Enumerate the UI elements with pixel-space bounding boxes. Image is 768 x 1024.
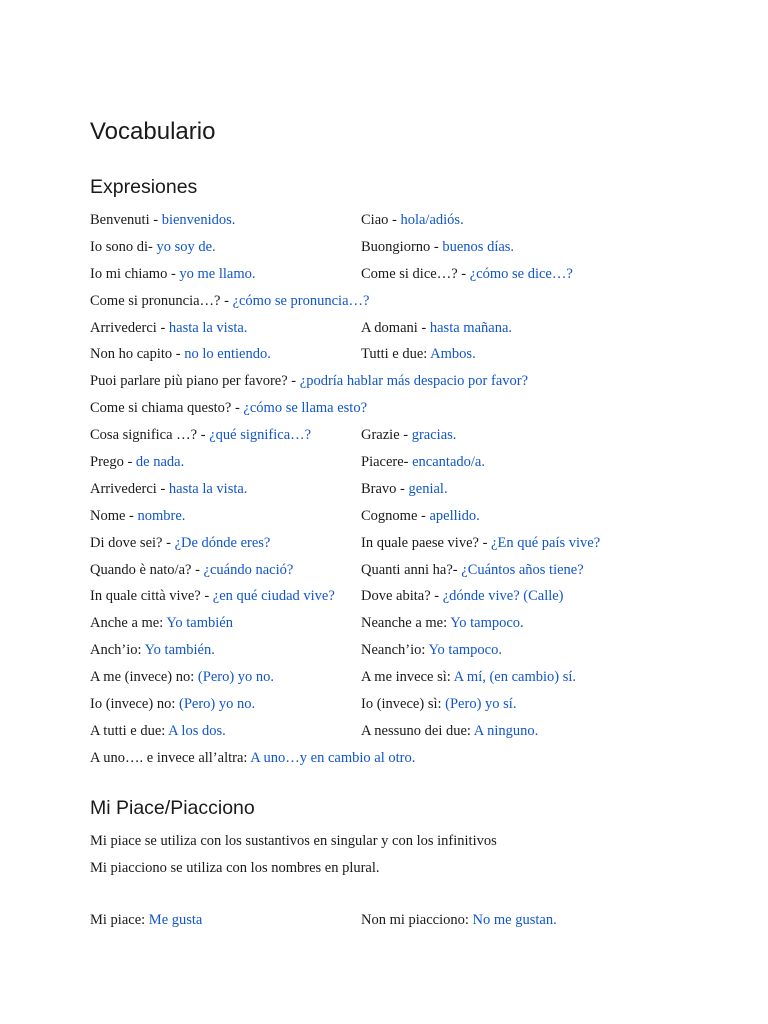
page-title: Vocabulario (90, 118, 216, 145)
vocab-entry (361, 718, 538, 745)
vocab-row (90, 476, 710, 503)
mi-piace-explanation (90, 828, 710, 882)
vocab-entry (90, 395, 367, 422)
spanish-translation: A ninguno. (473, 722, 539, 739)
vocab-row (90, 907, 710, 934)
spanish-translation: hola/adiós. (400, 212, 464, 228)
italian-term: Non mi piacciono: (361, 912, 473, 928)
vocab-row (90, 261, 710, 288)
vocab-row (90, 368, 710, 395)
spanish-translation: buenos días. (442, 238, 515, 255)
vocab-row (90, 315, 710, 342)
italian-term: Arrivederci - (90, 480, 169, 497)
paragraph: Mi piace se utiliza con los sustantivos en singular y con los infinitivos (90, 833, 497, 849)
spanish-translation: ¿qué significa…? (209, 427, 312, 444)
italian-term: Prego - (90, 454, 136, 471)
italian-term: Puoi parlare più piano per favore? - (90, 373, 300, 390)
italian-term: A domani - (361, 319, 430, 336)
vocab-entry (361, 261, 573, 288)
spanish-translation: Ambos. (430, 346, 476, 363)
vocab-entry (361, 610, 524, 637)
vocab-entry (90, 449, 184, 476)
vocab-entry (361, 637, 502, 664)
vocab-entry (90, 583, 335, 610)
vocab-entry (90, 610, 233, 637)
vocab-row (90, 422, 710, 449)
spanish-translation: yo soy de. (156, 238, 216, 255)
italian-term: Cosa significa …? - (90, 427, 210, 444)
spanish-translation: hasta la vista. (168, 319, 248, 336)
italian-term: Io (invece) sì: (361, 696, 446, 713)
spanish-translation: no lo entiendo. (184, 346, 271, 363)
spanish-translation: ¿cuándo nació? (203, 561, 294, 578)
vocab-entry (361, 234, 514, 261)
italian-term: In quale paese vive? - (361, 534, 492, 551)
spanish-translation: hasta la vista. (168, 480, 248, 497)
vocab-entry (361, 449, 485, 476)
spanish-translation: ¿Cuántos años tiene? (461, 561, 584, 578)
vocab-entry (90, 288, 369, 315)
vocab-entry (361, 315, 512, 342)
spanish-translation: ¿cómo se pronuncia…? (232, 292, 370, 309)
italian-term: Neanche a me: (361, 615, 451, 632)
italian-term: Benvenuti - (90, 212, 162, 228)
spanish-translation: A los dos. (168, 722, 226, 739)
vocab-row (90, 637, 710, 664)
vocab-entry (90, 315, 247, 342)
expressions-list (90, 207, 710, 772)
vocab-entry (90, 907, 202, 934)
vocab-entry (361, 503, 480, 530)
italian-term: Come si dice…? - (361, 265, 470, 282)
italian-term: Grazie - (361, 427, 412, 444)
italian-term: Piacere- (361, 454, 413, 471)
italian-term: Bravo - (361, 480, 409, 497)
spanish-translation: nombre. (137, 507, 186, 524)
italian-term: A me invece sì: (361, 669, 454, 686)
italian-term: Mi piace: (90, 912, 149, 928)
vocab-row (90, 341, 710, 368)
italian-term: Anche a me: (90, 615, 167, 632)
italian-term: Quando è nato/a? - (90, 561, 204, 578)
vocab-entry (361, 530, 600, 557)
vocab-entry (361, 207, 464, 234)
spanish-translation: (Pero) yo no. (197, 669, 275, 686)
spanish-translation: Yo tampoco. (428, 642, 502, 659)
spanish-translation: ¿De dónde eres? (174, 534, 271, 551)
spanish-translation: encantado/a. (412, 454, 485, 471)
vocab-entry (90, 234, 216, 261)
vocab-row (90, 530, 710, 557)
vocab-entry (90, 637, 215, 664)
vocab-entry (90, 530, 270, 557)
section-heading-mi-piace: Mi Piace/Piacciono (90, 797, 255, 819)
vocab-row (90, 557, 710, 584)
italian-term: A tutti e due: (90, 722, 169, 739)
italian-term: Anch’io: (90, 642, 145, 659)
vocab-row (90, 207, 710, 234)
vocab-entry (361, 691, 516, 718)
vocab-row (90, 610, 710, 637)
italian-term: Cognome - (361, 507, 430, 524)
mi-piace-examples (90, 907, 710, 934)
spanish-translation: (Pero) yo no. (178, 696, 256, 713)
spanish-translation: hasta mañana. (429, 319, 513, 336)
vocab-row (90, 234, 710, 261)
vocab-entry (90, 422, 311, 449)
spanish-translation: ¿podría hablar más despacio por favor? (299, 373, 529, 390)
spanish-translation: ¿dónde vive? (Calle) (442, 588, 564, 605)
italian-term: Tutti e due: (361, 346, 431, 363)
vocab-entry (361, 422, 456, 449)
vocab-entry (361, 907, 557, 934)
italian-term: Come si pronuncia…? - (90, 292, 233, 309)
vocab-entry (90, 664, 274, 691)
vocab-entry (90, 557, 293, 584)
italian-term: A nessuno dei due: (361, 722, 474, 739)
italian-term: Buongiorno - (361, 238, 443, 255)
italian-term: Neanch’io: (361, 642, 429, 659)
spanish-translation: bienvenidos. (161, 212, 236, 228)
italian-term: Ciao - (361, 212, 401, 228)
vocab-entry (361, 557, 584, 584)
vocab-row (90, 691, 710, 718)
vocab-row (90, 583, 710, 610)
spanish-translation: A mí, (en cambio) sí. (453, 669, 577, 686)
vocab-row (90, 718, 710, 745)
italian-term: In quale città vive? - (90, 588, 213, 605)
vocab-row (90, 664, 710, 691)
vocab-entry (90, 368, 528, 395)
italian-term: Quanti anni ha?- (361, 561, 462, 578)
italian-term: Come si chiama questo? - (90, 400, 244, 417)
italian-term: Non ho capito - (90, 346, 185, 363)
italian-term: Io sono di- (90, 238, 157, 255)
vocab-row (90, 745, 710, 772)
vocab-entry (361, 341, 476, 368)
italian-term: Nome - (90, 507, 138, 524)
spanish-translation: de nada. (135, 454, 185, 471)
vocab-entry (90, 745, 415, 772)
section-heading-expresiones: Expresiones (90, 176, 198, 198)
spanish-translation: ¿en qué ciudad vive? (212, 588, 335, 605)
spanish-translation: Me gusta (148, 912, 203, 928)
vocab-row (90, 449, 710, 476)
vocab-entry (361, 583, 564, 610)
italian-term: Io (invece) no: (90, 696, 179, 713)
vocab-entry (90, 207, 235, 234)
italian-term: Io mi chiamo - (90, 265, 180, 282)
vocab-entry (90, 718, 226, 745)
italian-term: Di dove sei? - (90, 534, 175, 551)
vocab-row (90, 503, 710, 530)
spanish-translation: Yo tampoco. (450, 615, 524, 632)
vocab-entry (361, 476, 448, 503)
spanish-translation: ¿cómo se llama esto? (243, 400, 368, 417)
spanish-translation: Yo también (166, 615, 233, 632)
spanish-translation: ¿cómo se dice…? (469, 265, 573, 282)
spanish-translation: Yo también. (144, 642, 215, 659)
spanish-translation: apellido. (429, 507, 480, 524)
vocab-entry (90, 691, 255, 718)
vocab-entry (90, 503, 185, 530)
spanish-translation: (Pero) yo sí. (445, 696, 517, 713)
vocab-row (90, 288, 710, 315)
italian-term: A uno…. e invece all’altra: (90, 749, 251, 766)
italian-term: Dove abita? - (361, 588, 443, 605)
spanish-translation: gracias. (411, 427, 457, 444)
spanish-translation: A uno…y en cambio al otro. (250, 749, 416, 766)
vocab-entry (90, 261, 256, 288)
italian-term: A me (invece) no: (90, 669, 198, 686)
spanish-translation: No me gustan. (472, 912, 557, 928)
italian-term: Arrivederci - (90, 319, 169, 336)
vocab-entry (361, 664, 576, 691)
vocab-entry (90, 476, 247, 503)
vocab-row (90, 395, 710, 422)
vocab-entry (90, 341, 271, 368)
spanish-translation: genial. (408, 480, 448, 497)
paragraph: Mi piacciono se utiliza con los nombres en plural. (90, 860, 380, 876)
spanish-translation: ¿En qué país vive? (491, 534, 601, 551)
spanish-translation: yo me llamo. (179, 265, 256, 282)
